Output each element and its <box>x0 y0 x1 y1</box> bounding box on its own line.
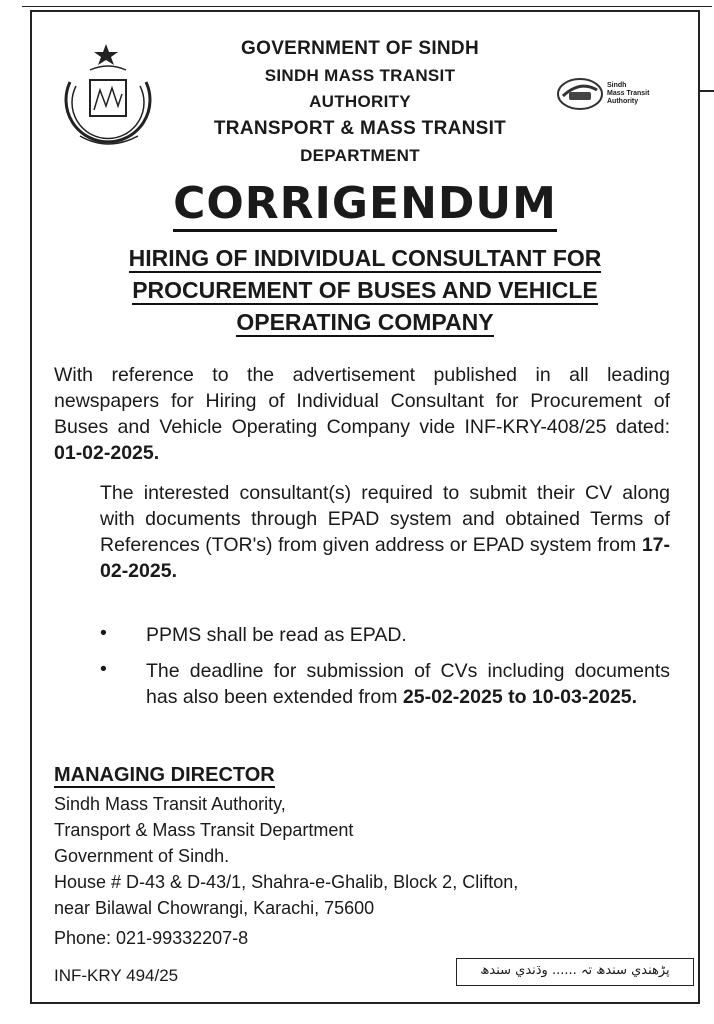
outer-rule-tick <box>700 90 714 92</box>
bus-logo-icon <box>555 74 605 114</box>
header-authority-2: AUTHORITY <box>309 92 411 111</box>
address-line: Sindh Mass Transit Authority, <box>54 794 286 814</box>
header-authority-1: SINDH MASS TRANSIT <box>264 66 456 85</box>
header-department-2: DEPARTMENT <box>300 146 420 165</box>
logo-text: Sindh Mass Transit Authority <box>607 82 650 105</box>
bullet-deadline: The deadline for submission of CVs including documents has also been extended from 25-02-2025 to 10-03-2025. <box>146 660 670 708</box>
address-line: Transport & Mass Transit Department <box>54 820 354 840</box>
address-line: near Bilawal Chowrangi, Karachi, 75600 <box>54 898 375 918</box>
address-line: Government of Sindh. <box>54 846 230 866</box>
header-department-1: TRANSPORT & MASS TRANSIT <box>213 118 507 139</box>
notice-type-heading: CORRIGENDUM <box>30 178 700 229</box>
outer-rule <box>22 6 712 7</box>
smta-logo <box>555 72 675 122</box>
managing-director-title: MANAGING DIRECTOR <box>54 764 275 786</box>
subject-line-2: PROCUREMENT OF BUSES AND VEHICLE <box>132 277 598 303</box>
bullet-marker: • <box>100 658 107 680</box>
government-seal-icon <box>50 40 170 160</box>
phone-number: Phone: 021-99332207-8 <box>54 928 249 948</box>
reference-paragraph: With reference to the advertisement published in all leading newspapers for Hiring of Individual Consultant for Procurement of Buses and Vehicle Operating Company vide INF-KRY-408/25 dated: 01-02-2025. <box>54 364 670 464</box>
bullet-marker: • <box>100 622 107 644</box>
address-line: House # D-43 & D-43/1, Shahra-e-Ghalib, Block 2, Clifton, <box>54 872 519 892</box>
header-government: GOVERNMENT OF SINDH <box>241 38 479 59</box>
subject-line-1: HIRING OF INDIVIDUAL CONSULTANT FOR <box>128 245 602 271</box>
submission-paragraph: The interested consultant(s) required to submit their CV along with documents through EPAD system and obtained Terms of References (TOR's) from given address or EPAD system from 17-02-2025. <box>100 482 670 582</box>
reference-number: INF-KRY 494/25 <box>54 966 179 985</box>
bullet-ppms: PPMS shall be read as EPAD. <box>146 624 407 646</box>
subject-line-3: OPERATING COMPANY <box>236 309 494 335</box>
urdu-slogan: پڑھندي سندھ تہ ...... وڌندي سندھ <box>456 958 694 986</box>
